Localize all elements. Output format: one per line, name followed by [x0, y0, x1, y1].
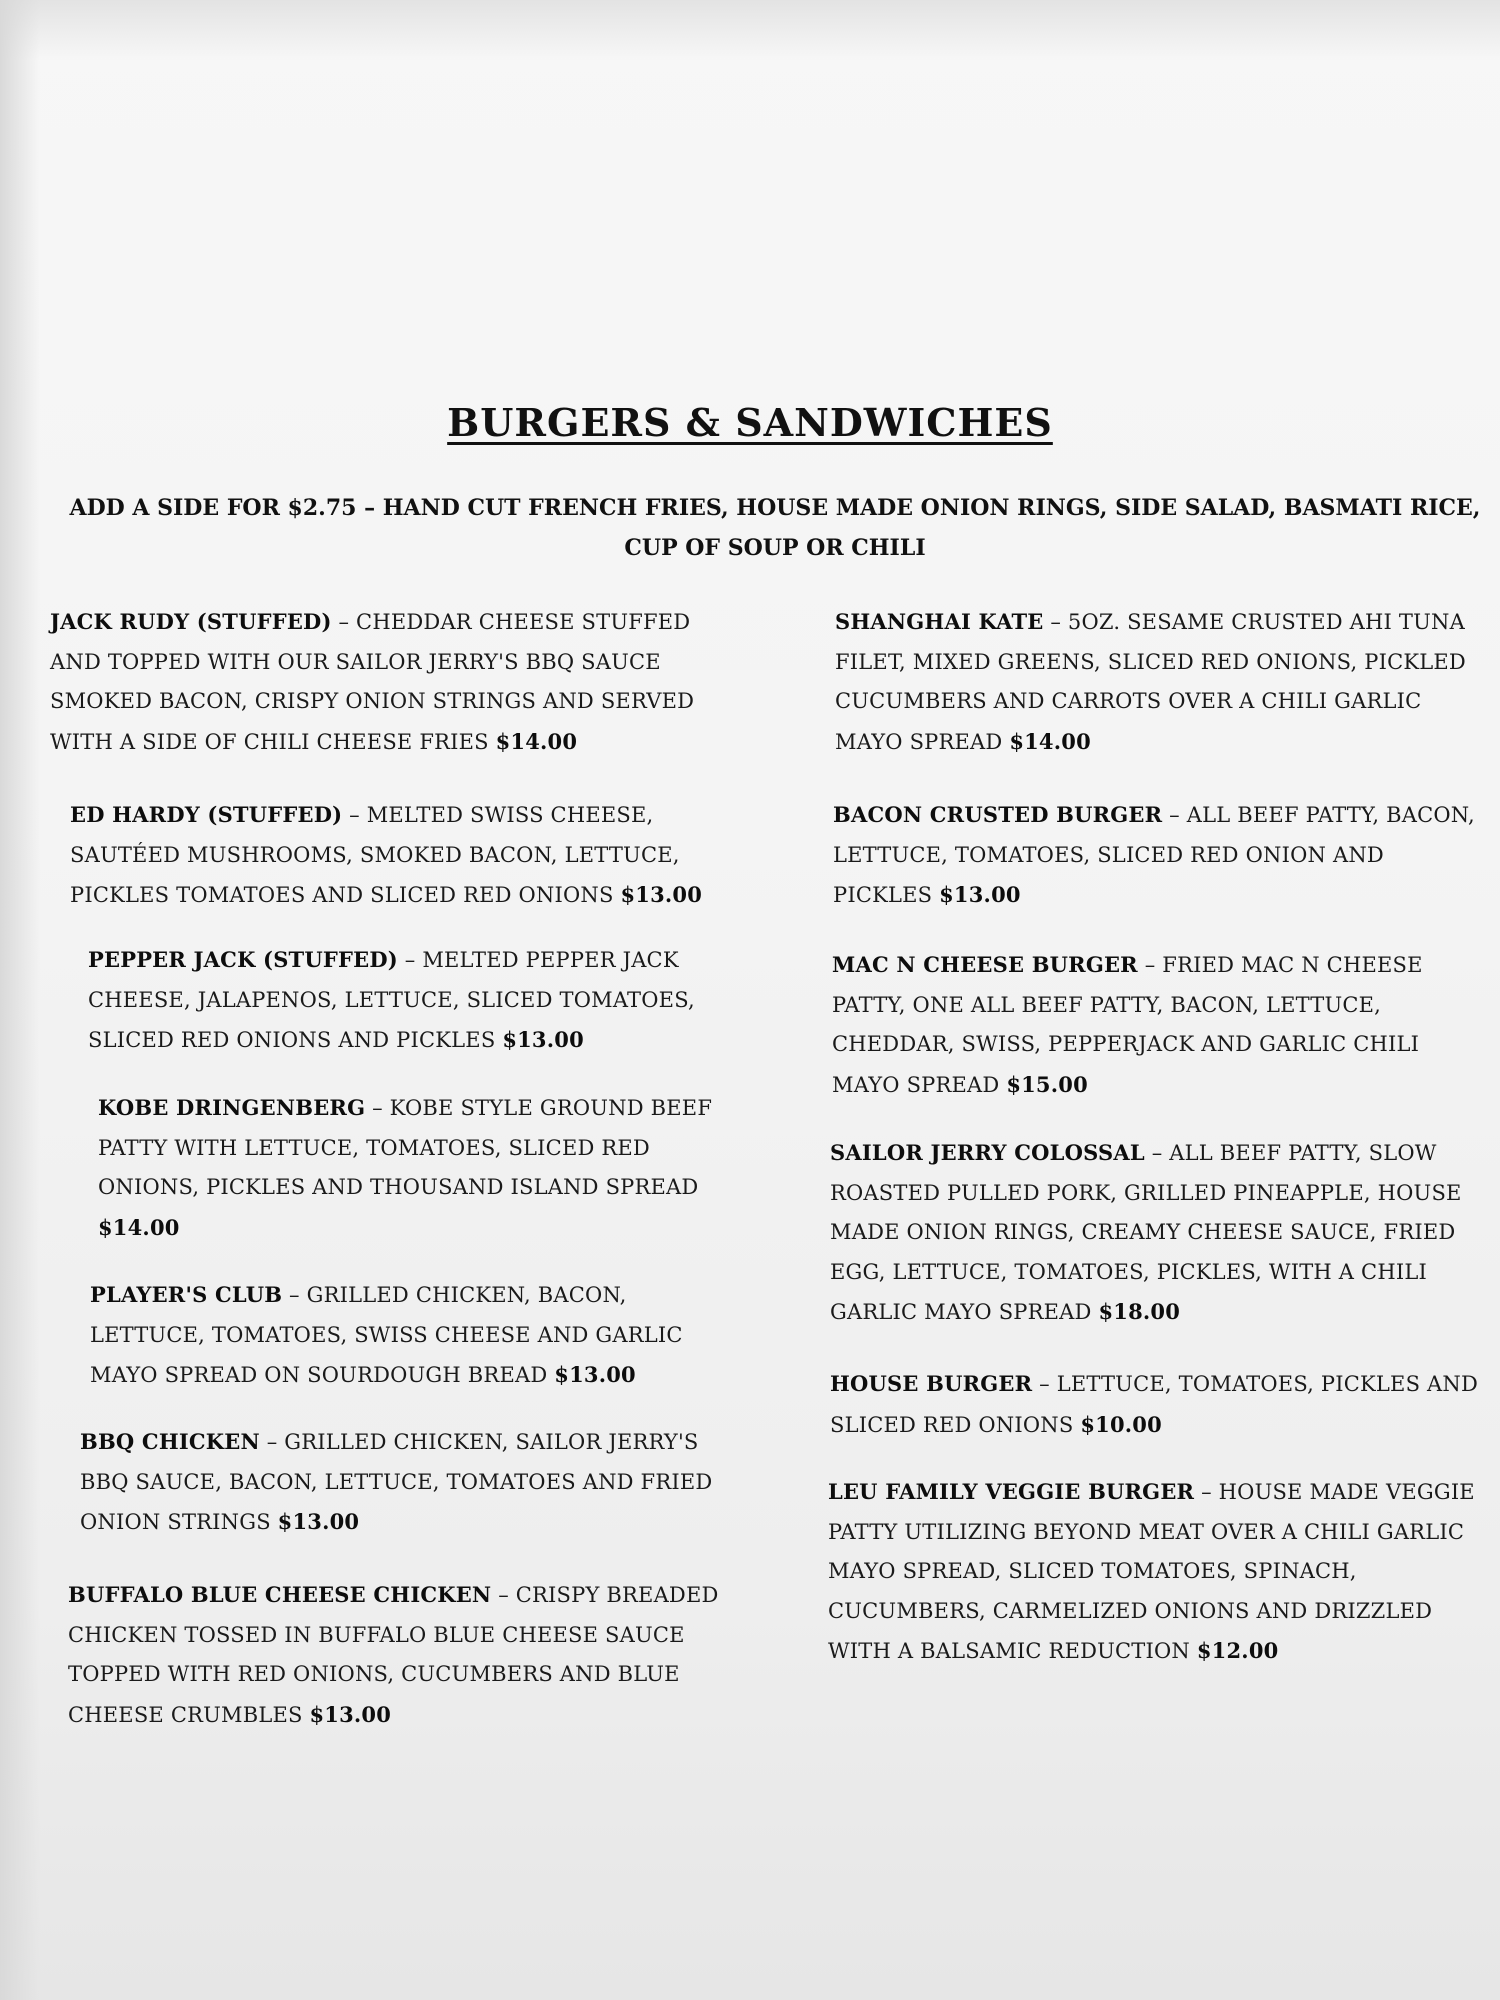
menu-title — [0, 400, 1500, 445]
item-name: LEU FAMILY VEGGIE BURGER — [828, 1479, 1195, 1504]
item-description: – GRILLED CHICKEN, SAILOR JERRY'S BBQ SAUCE, BACON, LETTUCE, TOMATOES AND FRIED ONION STRINGS — [80, 1430, 713, 1534]
menu-item-buffalo-blue-cheese-chicken — [68, 1575, 733, 1735]
menu-item-players-club — [90, 1275, 710, 1396]
item-price: $13.00 — [554, 1362, 636, 1387]
side-options-note: ADD A SIDE FOR $2.75 – HAND CUT FRENCH FRIES, HOUSE MADE ONION RINGS, SIDE SALAD, BASMATI RICE, CUP OF SOUP OR CHILI — [69, 495, 1481, 561]
item-name: BACON CRUSTED BURGER — [833, 802, 1163, 827]
item-price: $13.00 — [309, 1701, 392, 1727]
item-name: JACK RUDY (STUFFED) — [50, 609, 332, 634]
menu-item-house-burger — [830, 1364, 1495, 1445]
item-name: ED HARDY (STUFFED) — [70, 802, 343, 827]
item-description: – LETTUCE, TOMATOES, PICKLES AND SLICED RED ONIONS — [830, 1372, 1479, 1437]
menu-item-jack-rudy — [50, 602, 740, 762]
menu-item-mac-n-cheese-burger — [832, 945, 1472, 1105]
menu-item-kobe-dringenberg — [98, 1088, 718, 1248]
item-name: PLAYER'S CLUB — [90, 1282, 283, 1307]
item-description: – CRISPY BREADED CHICKEN TOSSED IN BUFFALO BLUE CHEESE SAUCE TOPPED WITH RED ONIONS, CUCUMBERS AND BLUE CHEESE CRUMBLES — [68, 1583, 719, 1727]
item-price: $14.00 — [495, 728, 578, 754]
menu-item-pepper-jack — [88, 940, 718, 1061]
item-price: $12.00 — [1196, 1638, 1279, 1663]
item-name: HOUSE BURGER — [830, 1371, 1033, 1396]
item-price: $10.00 — [1080, 1411, 1162, 1437]
item-description: – MELTED PEPPER JACK CHEESE, JALAPENOS, LETTUCE, SLICED TOMATOES, SLICED RED ONIONS AND PICKLES — [88, 948, 695, 1052]
item-name: SAILOR JERRY COLOSSAL — [830, 1140, 1145, 1165]
item-description: – FRIED MAC N CHEESE PATTY, ONE ALL BEEF PATTY, BACON, LETTUCE, CHEDDAR, SWISS, PEPPERJACK AND GARLIC CHILI MAYO SPREAD — [832, 953, 1423, 1097]
item-price: $14.00 — [1009, 728, 1091, 754]
item-price: $13.00 — [939, 882, 1021, 907]
menu-item-leu-family-veggie-burger — [828, 1472, 1493, 1672]
item-name: BBQ CHICKEN — [80, 1429, 260, 1454]
item-price: $13.00 — [620, 882, 703, 907]
item-description: – MELTED SWISS CHEESE, SAUTÉED MUSHROOMS, SMOKED BACON, LETTUCE, PICKLES TOMATOES AND SLICED RED ONIONS — [70, 803, 680, 907]
item-price: $18.00 — [1098, 1299, 1181, 1324]
menu-item-sailor-jerry-colossal — [830, 1133, 1495, 1333]
item-price: $14.00 — [98, 1214, 180, 1240]
item-description: – GRILLED CHICKEN, BACON, LETTUCE, TOMATOES, SWISS CHEESE AND GARLIC MAYO SPREAD ON SOURDOUGH BREAD — [90, 1283, 683, 1387]
item-description: – KOBE STYLE GROUND BEEF PATTY WITH LETTUCE, TOMATOES, SLICED RED ONIONS, PICKLES AND THOUSAND ISLAND SPREAD — [98, 1096, 713, 1199]
item-price: $15.00 — [1006, 1071, 1088, 1097]
item-name: KOBE DRINGENBERG — [98, 1095, 366, 1120]
item-name: MAC N CHEESE BURGER — [832, 952, 1138, 977]
item-price: $13.00 — [502, 1027, 584, 1052]
item-price: $13.00 — [277, 1509, 360, 1534]
item-name: PEPPER JACK (STUFFED) — [88, 947, 398, 972]
item-description: – ALL BEEF PATTY, SLOW ROASTED PULLED PORK, GRILLED PINEAPPLE, HOUSE MADE ONION RINGS, CREAMY CHEESE SAUCE, FRIED EGG, LETTUCE, TOMATOES, PICKLES, WITH A CHILI GARLIC MAYO SPREAD — [830, 1141, 1462, 1324]
menu-title-text: BURGERS & SANDWICHES — [447, 400, 1053, 445]
menu-item-bacon-crusted-burger — [833, 795, 1478, 916]
menu-item-bbq-chicken — [80, 1422, 720, 1543]
item-description: – 5OZ. SESAME CRUSTED AHI TUNA FILET, MIXED GREENS, SLICED RED ONIONS, PICKLED CUCUMBERS AND CARROTS OVER A CHILI GARLIC MAYO SPREAD — [835, 610, 1466, 754]
menu-item-shanghai-kate — [835, 602, 1495, 762]
item-description: – HOUSE MADE VEGGIE PATTY UTILIZING BEYOND MEAT OVER A CHILI GARLIC MAYO SPREAD, SLICED TOMATOES, SPINACH, CUCUMBERS, CARMELIZED ONIONS AND DRIZZLED WITH A BALSAMIC REDUCTION — [828, 1480, 1475, 1663]
item-description: – ALL BEEF PATTY, BACON, LETTUCE, TOMATOES, SLICED RED ONION AND PICKLES — [833, 803, 1475, 907]
menu-item-ed-hardy — [70, 795, 730, 916]
item-name: BUFFALO BLUE CHEESE CHICKEN — [68, 1582, 492, 1607]
item-name: SHANGHAI KATE — [835, 609, 1044, 634]
item-description: – CHEDDAR CHEESE STUFFED AND TOPPED WITH OUR SAILOR JERRY'S BBQ SAUCE SMOKED BACON, CRISPY ONION STRINGS AND SERVED WITH A SIDE OF CHILI CHEESE FRIES — [50, 610, 695, 754]
